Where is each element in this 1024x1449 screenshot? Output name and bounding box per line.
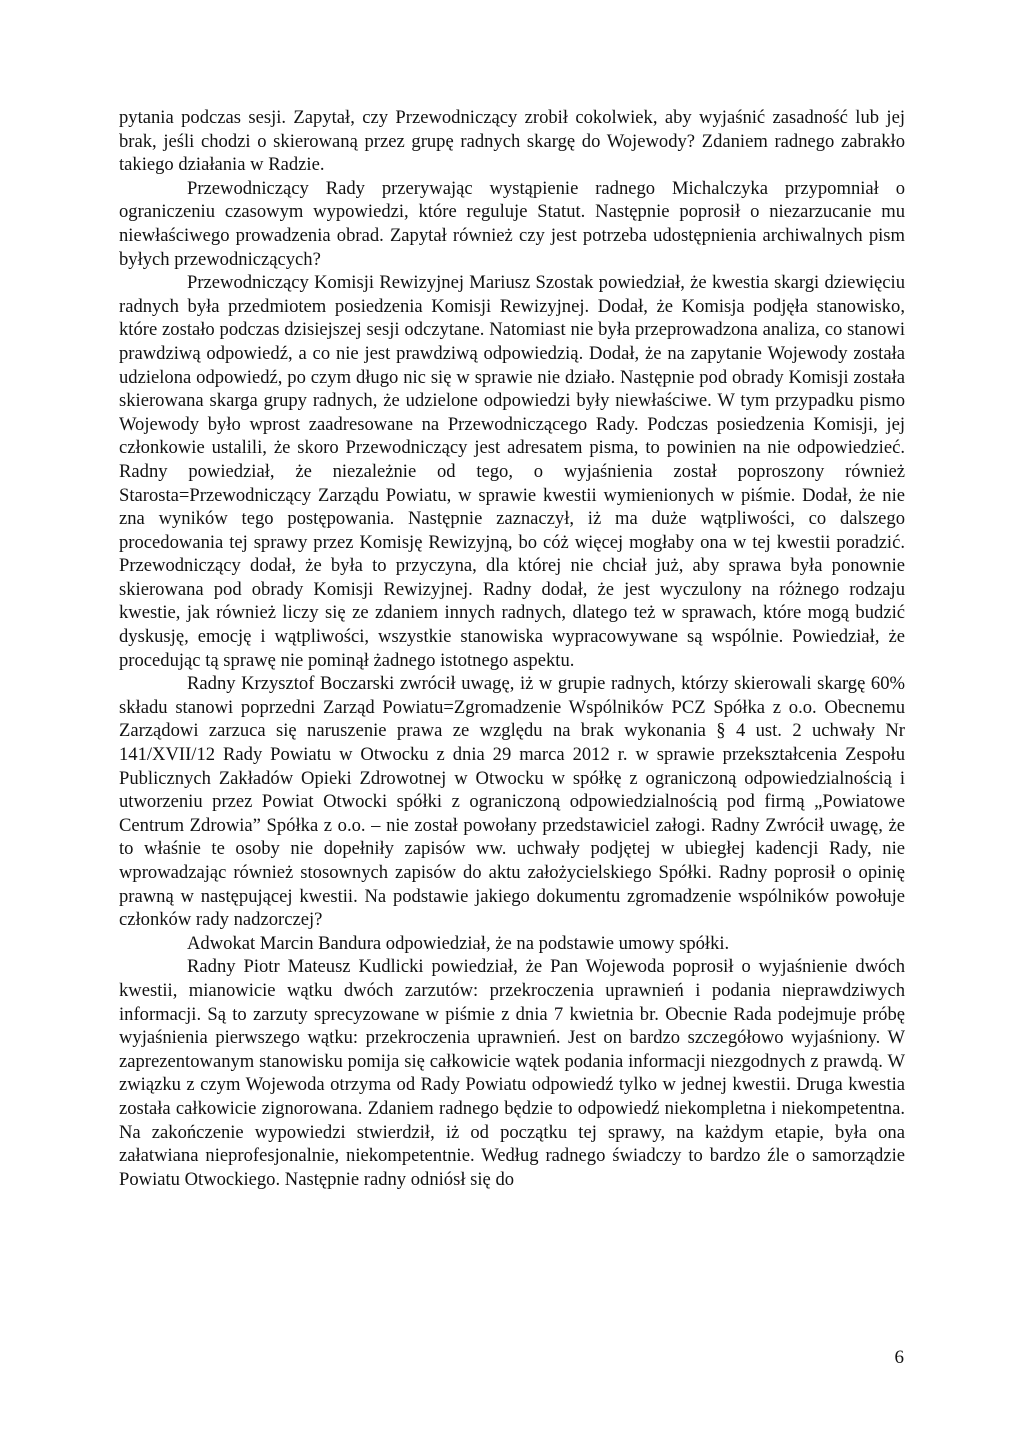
page-number: 6 bbox=[894, 1347, 904, 1368]
document-body bbox=[119, 106, 905, 1191]
paragraph-audit-committee: Przewodniczący Komisji Rewizyjnej Mariusz Szostak powiedział, że kwestia skargi dziewięciu radnych była przedmiotem posiedzenia Komisji Rewizyjnej. Dodał, że Komisja podjęła stanowisko, które zostało podczas dzisiejszej sesji odczytane. Natomiast nie była przeprowadzona analiza, co stanowi prawdziwą odpowiedź, a co nie jest prawdziwą odpowiedzią. Dodał, że na zapytanie Wojewody została udzielona odpowiedź, po czym długo nic się w sprawie nie działo. Następnie pod obrady Komisji została skierowana skarga grupy radnych, że udzielone odpowiedzi były niewłaściwe. W tym przypadku pismo Wojewody było wprost zaadresowane na Przewodniczącego Rady. Podczas posiedzenia Komisji, jej członkowie ustalili, że skoro Przewodniczący jest adresatem pisma, to powinien na nie odpowiedzieć. Radny powiedział, że niezależnie od tego, o wyjaśnienia został poproszony również Starosta=Przewodniczący Zarządu Powiatu, w sprawie kwestii wymienionych w piśmie. Dodał, że nie zna wyników tego postępowania. Następnie zaznaczył, iż ma duże wątpliwości, co dalszego procedowania tej sprawy przez Komisję Rewizyjną, bo cóż więcej mogłaby ona w tej kwestii poradzić. Przewodniczący dodał, że była to przyczyna, dla której nie chciał już, aby sprawa była ponownie skierowana pod obrady Komisji Rewizyjnej. Radny dodał, że jest wyczulony na różnego rodzaju kwestie, jak również liczy się ze zdaniem innych radnych, dlatego też w sprawach, które mogą budzić dyskusję, emocję i wątpliwości, wszystkie stanowiska wypracowywane są wspólnie. Powiedział, że procedując tą sprawę nie pominął żadnego istotnego aspektu. bbox=[119, 272, 905, 671]
paragraph-boczarski: Radny Krzysztof Boczarski zwrócił uwagę, iż w grupie radnych, którzy skierowali skargę 60% składu stanowi poprzedni Zarząd Powiatu=Zgromadzenie Wspólników PCZ Spółka z o.o. Obecnemu Zarządowi zarzuca się naruszenie prawa ze względu na brak wykonania § 4 ust. 2 uchwały Nr 141/XVII/12 Rady Powiatu w Otwocku z dnia 29 marca 2012 r. w sprawie przekształcenia Zespołu Publicznych Zakładów Opieki Zdrowotnej w Otwocku w spółkę z ograniczoną odpowiedzialnością i utworzeniu przez Powiat Otwocki spółki z ograniczoną odpowiedzialnością pod firmą „Powiatowe Centrum Zdrowia” Spółka z o.o. – nie został powołany przedstawiciel załogi. Radny Zwrócił uwagę, że to właśnie te osoby nie dopełniły zapisów ww. uchwały podjętej w ubiegłej kadencji Rady, nie wprowadzając również stosownych zapisów do aktu założycielskiego Spółki. Radny poprosił o opinię prawną w następującej kwestii. Na podstawie jakiego dokumentu zgromadzenie wspólników powołuje członków rady nadzorczej? bbox=[119, 673, 905, 931]
paragraph-kudlicki: Radny Piotr Mateusz Kudlicki powiedział, że Pan Wojewoda poprosił o wyjaśnienie dwóch kwestii, mianowicie wątku dwóch zarzutów: przekroczenia uprawnień i podania nieprawdziwych informacji. Są to zarzuty sprecyzowane w piśmie z dnia 7 kwietnia br. Obecnie Rada podejmuje próbę wyjaśnienia pierwszego wątku: przekroczenia uprawnień. Jest on bardzo szczegółowo wyjaśniony. W zaprezentowanym stanowisku pomija się całkowicie wątek podania informacji niezgodnych z prawdą. W związku z czym Wojewoda otrzyma od Rady Powiatu odpowiedź tylko w jednej kwestii. Druga kwestia została całkowicie zignorowana. Zdaniem radnego będzie to odpowiedź niekompletna i niekompetentna. Na zakończenie wypowiedzi stwierdził, iż od początku tej sprawy, na każdym etapie, była ona załatwiana nieprofesjonalnie, niekompetentnie. Według radnego świadczy to bardzo źle o samorządzie Powiatu Otwockiego. Następnie radny odniósł się do bbox=[119, 956, 905, 1190]
paragraph-continuation: pytania podczas sesji. Zapytał, czy Przewodniczący zrobił cokolwiek, aby wyjaśnić zasadność lub jej brak, jeśli chodzi o skierowaną przez grupę radnych skargę do Wojewody? Zdaniem radnego zabrakło takiego działania w Radzie. bbox=[119, 107, 905, 176]
paragraph-bandura: Adwokat Marcin Bandura odpowiedział, że na podstawie umowy spółki. bbox=[187, 932, 730, 954]
paragraph-chairman-reply: Przewodniczący Rady przerywając wystąpienie radnego Michalczyka przypomniał o ograniczeniu czasowym wypowiedzi, które reguluje Statut. Następnie poprosił o niezarzucanie mu niewłaściwego prowadzenia obrad. Zapytał również czy jest potrzeba udostępnienia archiwalnych pism byłych przewodniczących? bbox=[119, 177, 905, 270]
